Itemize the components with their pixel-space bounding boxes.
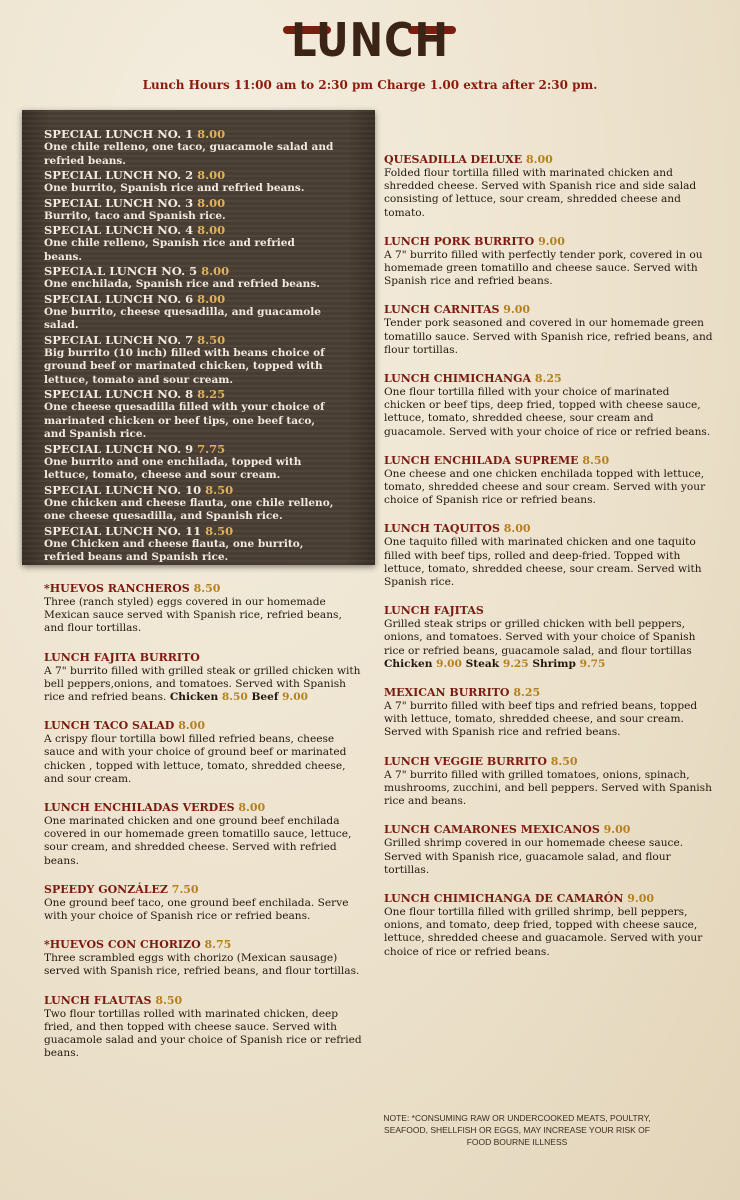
item-name [384, 454, 714, 468]
item-price: 8.00 [525, 153, 553, 166]
special-name-text: SPECIAL LUNCH NO. 1 [44, 127, 194, 141]
special-item [44, 196, 334, 224]
menu-item [44, 938, 364, 978]
item-desc-text: A 7" burrito filled with grilled tomatoes, onions, spinach, mushrooms, zucchini, and bell peppers. Served with Spanish rice and beans. [384, 768, 712, 808]
item-desc-text: A 7" burrito filled with grilled steak or grilled chicken with bell peppers,onions, and tomatoes. Served with Spanish rice and refried beans. [44, 664, 361, 704]
item-desc [384, 536, 714, 589]
item-name [384, 303, 714, 317]
item-name [384, 686, 714, 700]
special-desc: One Chicken and cheese flauta, one burrito, refried beans and Spanish rice. [44, 537, 304, 563]
special-item [44, 387, 334, 442]
special-name-text: SPECIAL LUNCH NO. 2 [44, 168, 194, 182]
item-desc-text: One marinated chicken and one ground beef enchilada covered in our homemade green tomatillo sauce, lettuce, sour cream, and shredded cheese. Served with refried beans. [44, 815, 352, 867]
item-desc [384, 249, 714, 289]
special-item [44, 168, 334, 196]
item-price: 8.00 [238, 801, 266, 815]
special-desc: One enchilada, Spanish rice and refried beans. [44, 278, 320, 290]
item-name-text: *HUEVOS CON CHORIZO [44, 938, 201, 952]
item-name-text: *HUEVOS RANCHEROS [44, 582, 190, 595]
item-name-text: LUNCH ENCHILADA SUPREME [384, 453, 579, 467]
special-desc: One cheese quesadilla filled with your choice of marinated chicken or beef tips, one beef taco, and Spanish rice. [44, 401, 325, 440]
item-desc [384, 317, 714, 357]
option-label: Chicken [169, 691, 219, 704]
special-name-text: SPECIAL LUNCH NO. 7 [44, 332, 194, 347]
option-price: 9.25 [502, 657, 529, 670]
option-label: Steak [465, 657, 500, 670]
special-item [44, 483, 334, 524]
special-desc: One burrito, Spanish rice and refried beans. [44, 182, 305, 194]
menu-item [44, 801, 364, 868]
special-price: 8.50 [205, 523, 234, 538]
special-name-text: SPECIAL LUNCH NO. 11 [44, 523, 202, 538]
item-name [384, 372, 714, 386]
item-name-text: LUNCH FAJITA BURRITO [44, 650, 200, 664]
menu-item [44, 651, 364, 705]
item-desc-text: A 7" burrito filled with beef tips and refried beans, topped with lettuce, tomato, shredded cheese, and sour cream. Served with Spanish rice and refried beans. [384, 700, 698, 739]
item-name-text: LUNCH TACO SALAD [44, 719, 175, 733]
special-name-text: SPECIA.L LUNCH NO. 5 [44, 264, 198, 278]
item-name [384, 823, 714, 837]
menu-item [384, 604, 714, 671]
special-name [44, 442, 334, 456]
menu-item [384, 686, 714, 740]
option-price: 8.50 [221, 691, 248, 704]
item-price: 8.00 [503, 522, 531, 536]
special-name-text: SPECIAL LUNCH NO. 8 [44, 387, 194, 401]
item-desc [384, 468, 714, 508]
menu-item [384, 235, 714, 289]
item-name [384, 755, 714, 769]
item-name [384, 892, 714, 906]
item-desc-text: One cheese and one chicken enchilada topped with lettuce, tomato, shredded cheese and sour cream. Served with your choice of Spanish rice or refried beans. [384, 467, 706, 507]
item-name [384, 522, 714, 536]
special-price: 8.00 [197, 223, 226, 237]
menu-item [384, 303, 714, 357]
item-desc [44, 665, 364, 705]
item-name [44, 801, 364, 815]
item-desc [384, 837, 714, 877]
item-price: 7.50 [171, 882, 199, 896]
item-desc-text: Tender pork seasoned and covered in our homemade green tomatillo sauce. Served with Spanish rice, refried beans, and flour tortillas. [384, 317, 713, 356]
special-item [44, 264, 334, 292]
item-name-text: LUNCH CHIMICHANGA [384, 372, 532, 386]
menu-item [384, 454, 714, 508]
menu-item [384, 892, 714, 959]
item-name-text: LUNCH CHIMICHANGA DE CAMARÓN [384, 891, 624, 905]
item-name-text: LUNCH FAJITAS [384, 604, 484, 618]
left-menu-column [44, 582, 364, 1075]
special-item [44, 127, 334, 168]
menu-item [384, 823, 714, 877]
item-desc [44, 952, 364, 978]
item-price: 9.00 [538, 234, 565, 248]
option-label: Chicken [384, 657, 433, 670]
special-desc: One chile relleno, one taco, guacamole salad and refried beans. [44, 141, 334, 167]
special-desc: Burrito, taco and Spanish rice. [44, 209, 226, 222]
menu-item [44, 883, 364, 923]
special-desc: Big burrito (10 inch) filled with beans choice of ground beef or marinated chicken, topped with lettuce, tomato and sour cream. [44, 346, 325, 386]
special-name [44, 483, 334, 497]
item-name-text: LUNCH PORK BURRITO [384, 234, 535, 248]
item-price: 8.25 [534, 372, 562, 386]
menu-item [44, 582, 364, 636]
option-label: Shrimp [532, 657, 576, 670]
item-name-text: LUNCH VEGGIE BURRITO [384, 754, 547, 768]
item-name [384, 153, 714, 167]
special-name-text: SPECIAL LUNCH NO. 10 [44, 482, 202, 497]
menu-item [384, 372, 714, 439]
special-name [44, 168, 334, 182]
special-desc: One chile relleno, Spanish rice and refried beans. [44, 237, 295, 263]
special-price: 8.25 [197, 387, 226, 401]
item-name [384, 235, 714, 249]
food-safety-note: NOTE: *CONSUMING RAW OR UNDERCOOKED MEATS, POULTRY, SEAFOOD, SHELLFISH OR EGGS, MAY INCREASE YOUR RISK OF FOOD BOURNE ILLNESS [383, 1113, 651, 1147]
special-item [44, 333, 334, 388]
special-name [44, 387, 334, 401]
special-price: 8.00 [197, 195, 226, 210]
item-name-text: LUNCH ENCHILADAS VERDES [44, 801, 235, 815]
item-desc [384, 167, 714, 220]
item-name [44, 938, 364, 952]
item-name-text: QUESADILLA DELUXE [384, 153, 523, 166]
item-name-text: LUNCH TAQUITOS [384, 522, 500, 536]
special-desc: One chicken and cheese flauta, one chile relleno, one cheese quesadilla, and Spanish rice. [44, 496, 334, 522]
item-desc-text: One ground beef taco, one ground beef enchilada. Serve with your choice of Spanish rice or refried beans. [44, 896, 349, 923]
item-desc [44, 1008, 364, 1061]
item-desc [384, 769, 714, 809]
item-desc-text: One taquito filled with marinated chicken and one taquito filled with beef tips, rolled and deep-fried. Topped with lettuce, tomato, shredded cheese, sour cream. Served with Spanish rice. [384, 536, 702, 589]
menu-item [384, 153, 714, 220]
item-name [44, 719, 364, 733]
item-desc [44, 897, 364, 923]
price-options [170, 691, 308, 703]
item-name [44, 883, 364, 897]
item-price: 8.75 [204, 938, 232, 952]
item-desc-text: Grilled shrimp covered in our homemade cheese sauce. Served with Spanish rice, guacamole salad, and flour tortillas. [384, 837, 684, 876]
special-desc: One burrito and one enchilada, topped with lettuce, tomato, cheese and sour cream. [44, 455, 302, 481]
item-price: 9.00 [603, 823, 631, 837]
item-desc [384, 386, 714, 439]
title-wrap [0, 14, 740, 68]
special-price: 8.00 [197, 127, 226, 141]
item-desc-text: Two flour tortillas rolled with marinated chicken, deep fried, and then topped with cheese sauce. Served with guacamole salad and your choice of Spanish rice or refried beans. [44, 1007, 362, 1060]
page-title: LUNCH [291, 14, 449, 68]
item-desc [44, 733, 364, 786]
item-desc [44, 815, 364, 868]
item-price: 9.00 [503, 303, 531, 317]
special-name-text: SPECIAL LUNCH NO. 4 [44, 223, 194, 237]
special-name-text: SPECIAL LUNCH NO. 9 [44, 441, 194, 456]
item-price: 8.50 [193, 582, 221, 595]
menu-item [44, 719, 364, 786]
special-item [44, 292, 334, 333]
item-desc-text: One flour tortilla filled with your choice of marinated chicken or beef tips, deep fried, topped with cheese sauce, lettuce, tomato, shredded cheese, sour cream and guacamole. Served with your choice of rice or refried beans. [384, 386, 711, 438]
special-name [44, 196, 334, 210]
special-name [44, 127, 334, 141]
lunch-hours: Lunch Hours 11:00 am to 2:30 pm Charge 1.00 extra after 2:30 pm. [142, 78, 598, 92]
special-price: 7.75 [197, 441, 226, 456]
price-options [384, 658, 714, 671]
special-price: 8.50 [205, 482, 234, 497]
special-price: 8.00 [201, 264, 230, 278]
item-price: 8.00 [178, 719, 205, 733]
special-item [44, 223, 334, 264]
item-desc [44, 596, 364, 636]
item-name [44, 994, 364, 1008]
item-price: 9.00 [627, 891, 655, 905]
item-desc [384, 700, 714, 740]
item-name-text: LUNCH CAMARONES MEXICANOS [384, 823, 600, 837]
item-desc [384, 906, 714, 959]
item-name [44, 582, 364, 596]
special-name [44, 524, 334, 538]
special-desc: One burrito, cheese quesadilla, and guacamole salad. [44, 305, 321, 331]
special-name-text: SPECIAL LUNCH NO. 3 [44, 195, 194, 210]
option-price: 9.00 [282, 691, 308, 704]
option-label: Beef [251, 691, 279, 704]
item-price: 8.50 [582, 453, 610, 467]
option-price: 9.75 [579, 657, 606, 670]
item-price: 8.50 [550, 754, 578, 768]
special-price: 8.00 [197, 168, 226, 182]
specials-list [44, 127, 334, 565]
special-price: 8.50 [197, 332, 226, 347]
special-name-text: SPECIAL LUNCH NO. 6 [44, 291, 194, 306]
item-desc-text: Grilled steak strips or grilled chicken with bell peppers, onions, and tomatoes. Served with your choice of Spanish rice or refried beans, guacamole salad, and flour tortillas [384, 618, 696, 657]
item-desc [384, 618, 714, 658]
item-price: 8.25 [513, 686, 541, 700]
item-name-text: LUNCH CARNITAS [384, 303, 500, 317]
special-name [44, 223, 334, 237]
menu-item [384, 755, 714, 809]
item-desc-text: One flour tortilla filled with grilled shrimp, bell peppers, onions, and tomato, deep fried, topped with cheese sauce, lettuce, shredded cheese and guacamole. Served with your choice of rice or refried beans. [384, 905, 703, 958]
menu-item [384, 522, 714, 589]
item-desc-text: Three (ranch styled) eggs covered in our homemade Mexican sauce served with Spanish rice, refried beans, and flour tortillas. [44, 596, 342, 635]
special-name [44, 292, 334, 306]
special-item [44, 524, 334, 565]
item-desc-text: Three scrambled eggs with chorizo (Mexican sausage) served with Spanish rice, refried beans, and flour tortillas. [44, 952, 360, 978]
item-name-text: SPEEDY GONZÁLEZ [44, 882, 168, 896]
item-name [384, 604, 714, 618]
item-name-text: LUNCH FLAUTAS [44, 993, 152, 1007]
special-name [44, 264, 334, 278]
item-desc-text: A crispy flour tortilla bowl filled refried beans, cheese sauce and with your choice of ground beef or marinated chicken , topped with lettuce, tomato, shredded cheese, and sour cream. [44, 733, 347, 785]
item-price: 8.50 [155, 993, 183, 1007]
item-desc-text: Folded flour tortilla filled with marinated chicken and shredded cheese. Served with Spanish rice and side salad consisting of lettuce, sour cream, shredded cheese and tomato. [384, 167, 697, 219]
option-price: 9.00 [436, 657, 462, 670]
item-name-text: MEXICAN BURRITO [384, 686, 510, 700]
special-item [44, 442, 334, 483]
special-name [44, 333, 334, 347]
item-desc-text: A 7" burrito filled with perfectly tender pork, covered in ou homemade green tomatillo and cheese sauce. Served with Spanish rice and refried beans. [384, 248, 703, 288]
item-name [44, 651, 364, 665]
special-price: 8.00 [197, 291, 226, 306]
menu-item [44, 994, 364, 1061]
right-menu-column [384, 153, 714, 974]
